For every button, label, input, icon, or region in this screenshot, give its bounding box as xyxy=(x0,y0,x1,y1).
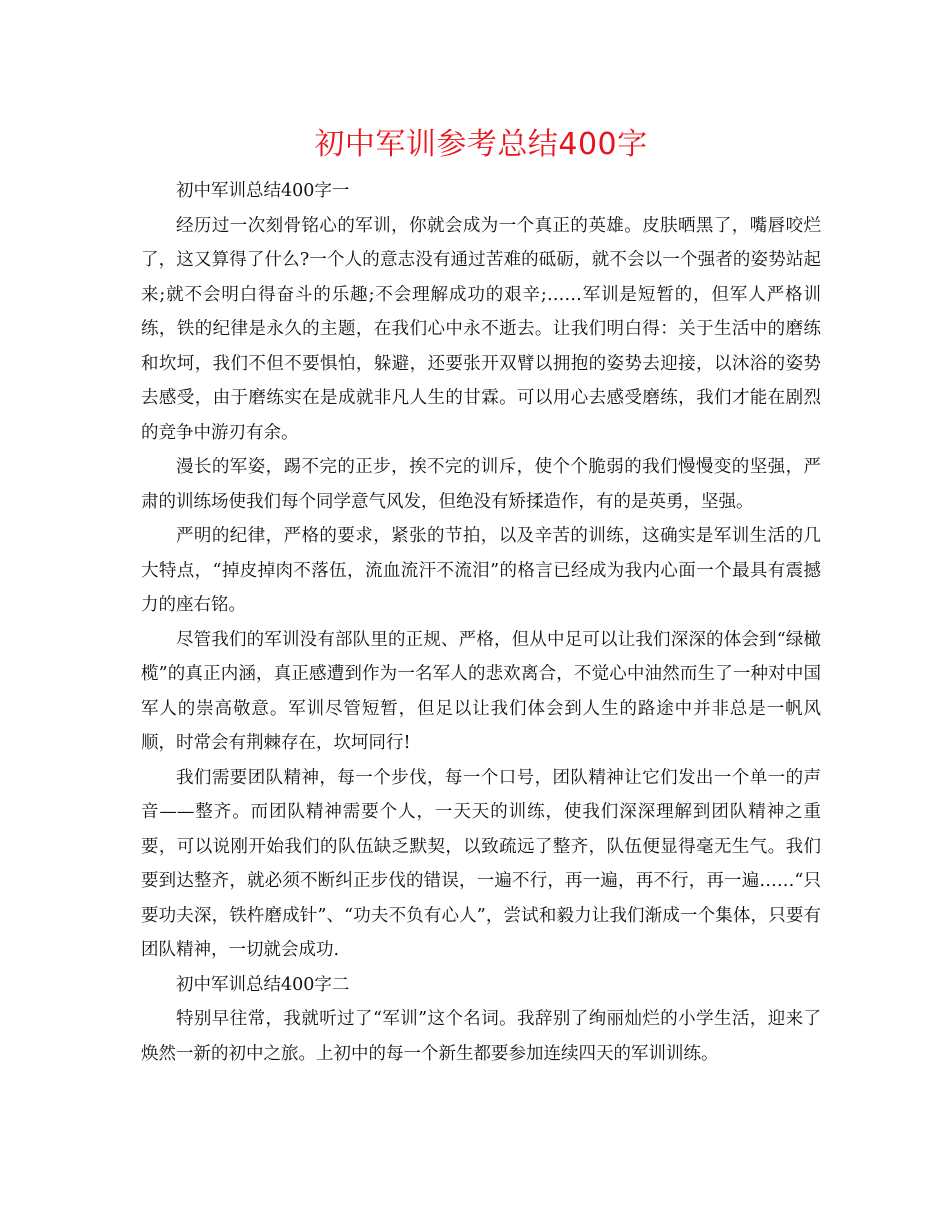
document-body xyxy=(141,174,821,1071)
body-paragraph-1: 经历过一次刻骨铭心的军训，你就会成为一个真正的英雄。皮肤晒黑了，嘴唇咬烂了，这又算得了什么?一个人的意志没有通过苦难的砥砺，就不会以一个强者的姿势站起来;就不会明白得奋斗的乐趣;不会理解成功的艰辛;……军训是短暂的，但军人严格训练，铁的纪律是永久的主题，在我们心中永不逝去。让我们明白得：关于生活中的磨练和坎坷，我们不但不要惧怕，躲避，还要张开双臂以拥抱的姿势去迎接，以沐浴的姿势去感受，由于磨练实在是成就非凡人生的甘霖。可以用心去感受磨练，我们才能在剧烈的竞争中游刃有余。 xyxy=(141,215,821,443)
document-page xyxy=(141,122,821,1071)
section-heading-2: 初中军训总结400字二 xyxy=(176,974,350,995)
section-heading-1: 初中军训总结400字一 xyxy=(176,181,350,201)
document-title: 初中军训参考总结400字 xyxy=(314,127,648,162)
body-paragraph-2: 漫长的军姿，踢不完的正步，挨不完的训斥，使个个脆弱的我们慢慢变的坚强，严肃的训练场使我们每个同学意气风发，但绝没有矫揉造作，有的是英勇，坚强。 xyxy=(141,457,821,512)
body-paragraph-4: 尽管我们的军训没有部队里的正规、严格，但从中足可以让我们深深的体会到“绿橄榄”的真正内涵，真正感遭到作为一名军人的悲欢离合，不觉心中油然而生了一种对中国军人的崇高敬意。军训尽管短暂，但足以让我们体会到人生的路途中并非总是一帆风顺，时常会有荆棘存在，坎坷同行! xyxy=(141,629,821,753)
body-paragraph-6: 特别早往常，我就听过了“军训”这个名词。我辞别了绚丽灿烂的小学生活，迎来了焕然一新的初中之旅。上初中的每一个新生都要参加连续四天的军训训练。 xyxy=(141,1009,821,1064)
body-paragraph-3: 严明的纪律，严格的要求，紧张的节拍，以及辛苦的训练，这确实是军训生活的几大特点，“掉皮掉肉不落伍，流血流汗不流泪”的格言已经成为我内心面一个最具有震撼力的座右铭。 xyxy=(141,526,821,615)
body-paragraph-5: 我们需要团队精神，每一个步伐，每一个口号，团队精神让它们发出一个单一的声音——整齐。而团队精神需要个人，一天天的训练，使我们深深理解到团队精神之重要，可以说刚开始我们的队伍缺乏默契，以致疏远了整齐，队伍便显得毫无生气。我们要到达整齐，就必须不断纠正步伐的错误，一遍不行，再一遍，再不行，再一遍……“只要功夫深，铁杵磨成针”、“功夫不负有心人”，尝试和毅力让我们渐成一个集体，只要有团队精神，一切就会成功. xyxy=(141,767,821,960)
